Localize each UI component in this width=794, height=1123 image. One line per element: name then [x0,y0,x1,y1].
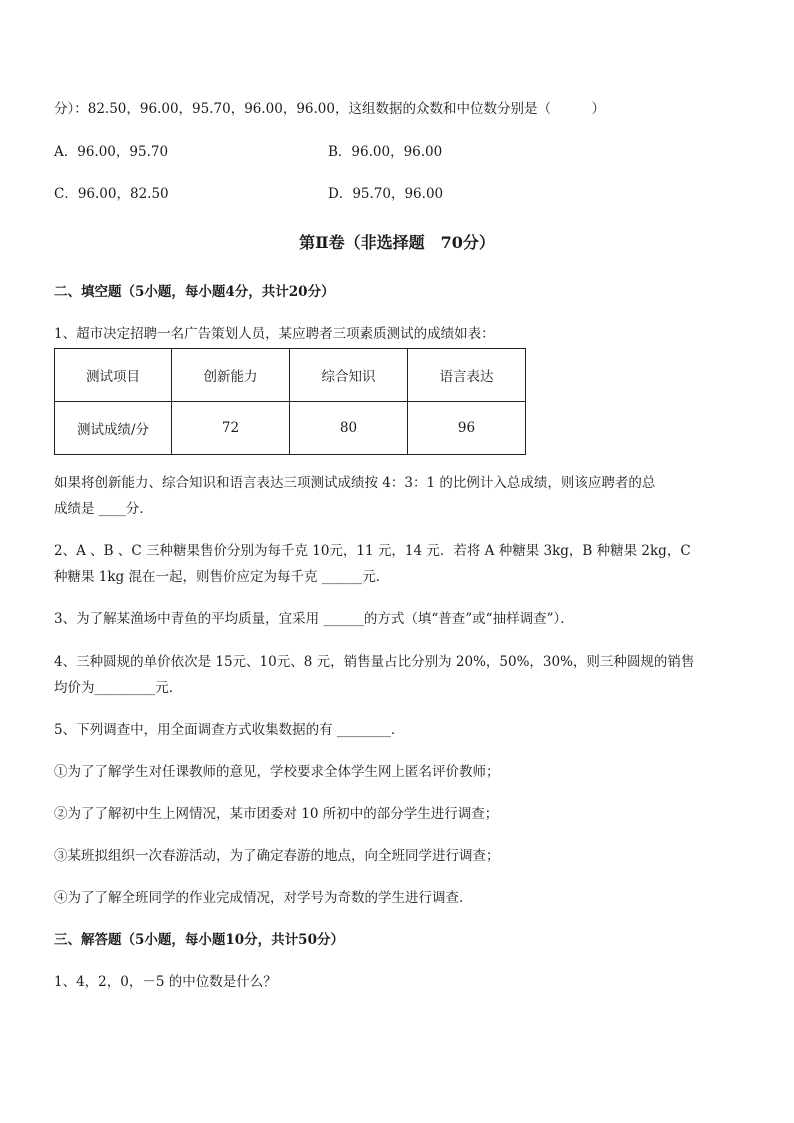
q3: 3、为了解某渔场中青鱼的平均质量，宜采用 ______的方式（填“普查”或“抽样调查”）． [54,611,574,627]
table-header-cell: 创新能力 [172,349,290,402]
q4-line2: 均价为_________元． [54,680,183,696]
table-header-cell: 语言表达 [408,349,526,402]
table-header-cell: 测试项目 [55,349,172,402]
part3-q1: 1、4，2，0，－5 的中位数是什么？ [54,974,277,990]
section-heading-answer: 三、解答题（5小题，每小题10分，共计50分） [54,932,344,948]
table-cell: 72 [172,402,290,455]
q5-item-1: ①为了了解学生对任课教师的意见，学校要求全体学生网上匿名评价教师； [54,764,500,780]
table-row [55,402,526,455]
table-cell: 96 [408,402,526,455]
part-title: 第Ⅱ卷（非选择题 70分） [299,233,495,252]
table-cell: 80 [290,402,408,455]
question-stem: 分）：82.50，96.00，95.70，96.00，96.00，这组数据的众数和中位数分别是（ ） [54,101,605,117]
q4-line1: 4、三种圆规的单价依次是 15元、10元、8 元，销售量占比分别为 20%，50%，30%，则三种圆规的销售 [54,654,695,670]
q2-line1: 2、A 、B 、C 三种糖果售价分别为每千克 10元，11 元，14 元．若将 A 种糖果 3kg，B 种糖果 2kg，C [54,543,691,559]
q5-item-3: ③某班拟组织一次春游活动，为了确定春游的地点，向全班同学进行调查； [54,848,500,864]
option-b: B．96.00，96.00 [328,144,443,160]
q5-item-2: ②为了了解初中生上网情况，某市团委对 10 所初中的部分学生进行调查； [54,806,499,822]
table-header-row [55,349,526,402]
q5-item-4: ④为了了解全班同学的作业完成情况，对学号为奇数的学生进行调查． [54,890,473,906]
q1-intro: 1、超市决定招聘一名广告策划人员，某应聘者三项素质测试的成绩如表： [54,326,495,342]
option-a: A．96.00，95.70 [54,144,169,160]
score-table [54,348,526,455]
table-header-cell: 综合知识 [290,349,408,402]
q1-text-line1: 如果将创新能力、综合知识和语言表达三项测试成绩按 4：3：1 的比例计入总成绩，则该应聘者的总 [54,475,656,491]
table-cell: 测试成绩/分 [55,402,172,455]
q1-text-line2: 成绩是 ____分． [54,501,153,517]
option-d: D．95.70，96.00 [328,186,444,202]
q2-line2: 种糖果 1kg 混在一起，则售价应定为每千克 ______元． [54,569,390,585]
option-c: C．96.00，82.50 [54,186,169,202]
q5: 5、下列调查中，用全面调查方式收集数据的有 ________． [54,722,405,738]
section-heading-fill-in: 二、填空题（5小题，每小题4分，共计20分） [54,284,335,300]
